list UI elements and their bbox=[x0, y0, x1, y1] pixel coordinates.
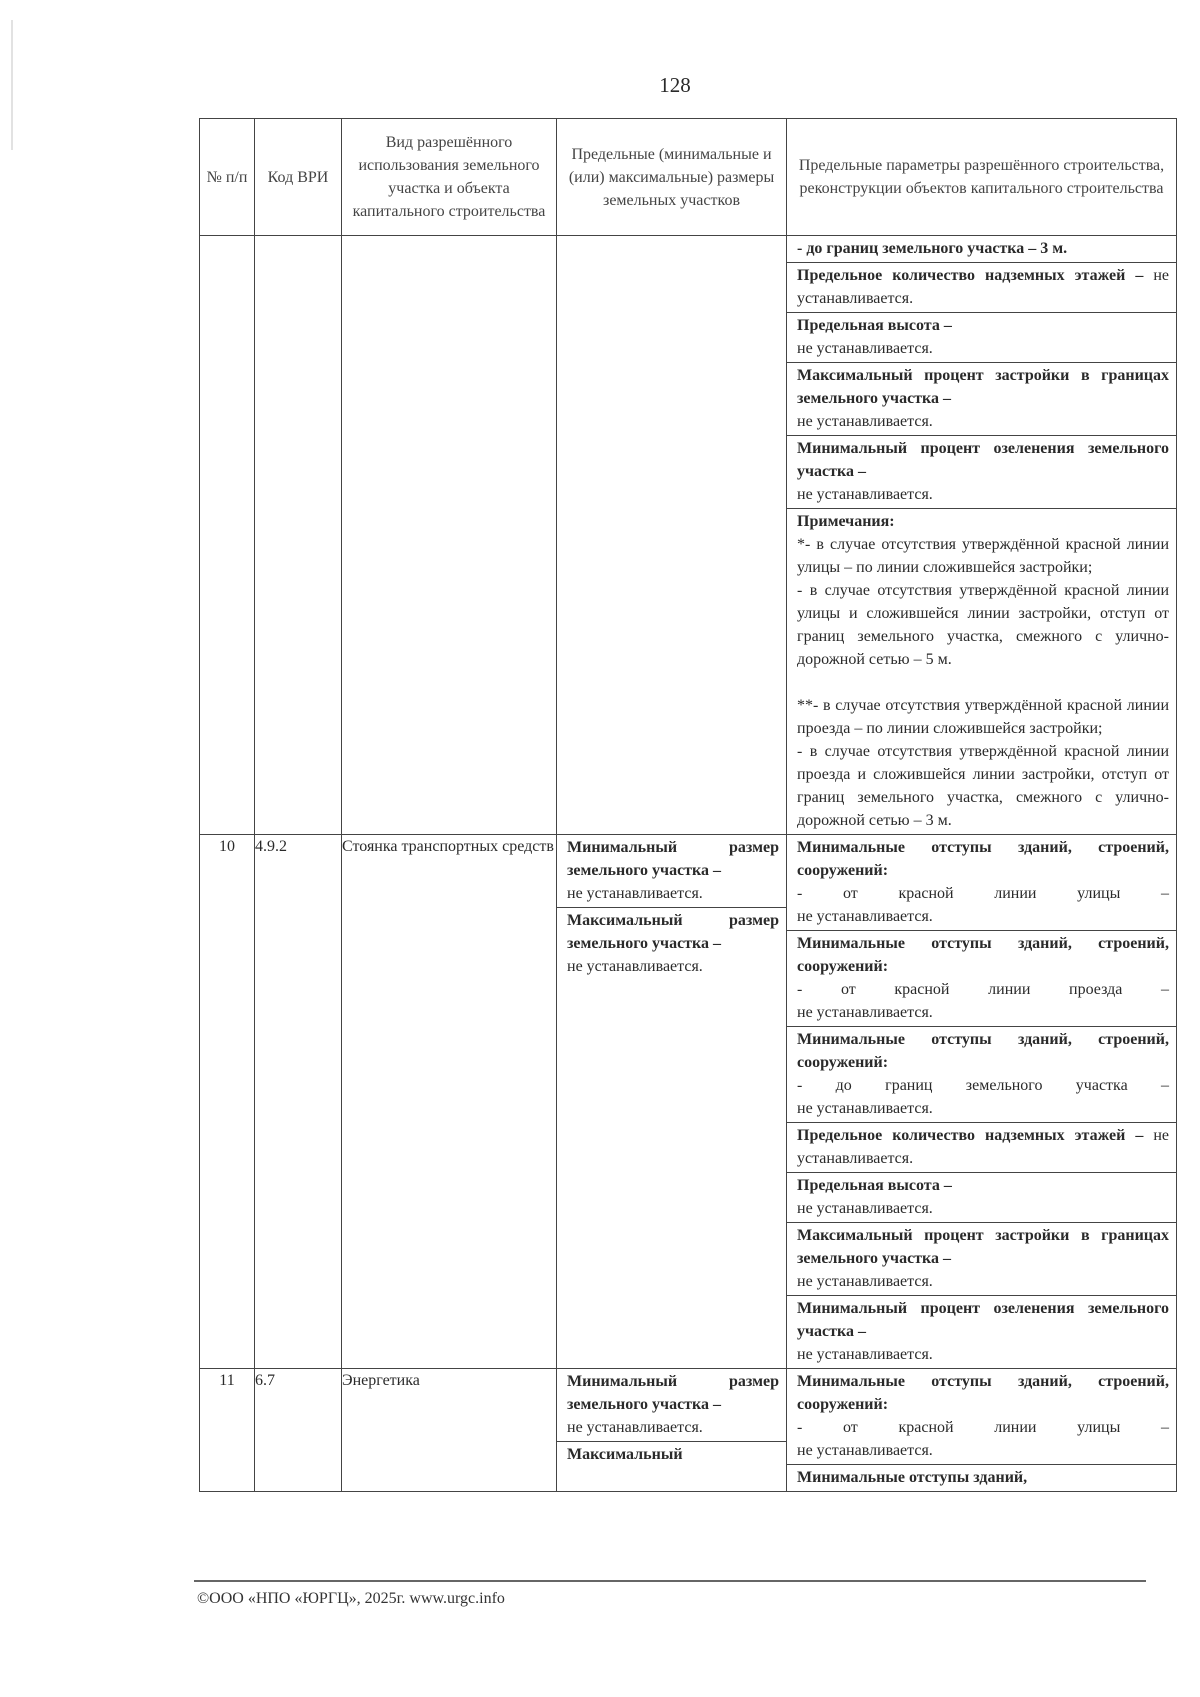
max-size: Максимальный размер земельного участка – не устанавливается. bbox=[557, 908, 786, 981]
param-height: Предельная высота – не устанавливается. bbox=[787, 1173, 1176, 1223]
min-size: Минимальный размер земельного участка – не устанавливается. bbox=[567, 839, 779, 902]
header-sizes: Предельные (минимальные и (или) максимальные) размеры земельных участков bbox=[557, 119, 787, 236]
param-setback-street: Минимальные отступы зданий, строений, сооружений: - от красной линии улицы – не устанавливается. bbox=[797, 839, 1169, 925]
notes-title: Примечания: bbox=[797, 513, 895, 530]
param-setback-street: Минимальные отступы зданий, строений, сооружений: - от красной линии улицы – не устанавливается. bbox=[797, 1373, 1169, 1459]
table-row-continued bbox=[200, 236, 1177, 835]
table-row-11 bbox=[200, 1369, 1177, 1492]
header-params: Предельные параметры разрешённого строительства, реконструкции объектов капитального строительства bbox=[787, 119, 1177, 236]
cell-code: 6.7 bbox=[255, 1369, 342, 1492]
header-vri: Вид разрешённого использования земельного участка и объекта капитального строительства bbox=[342, 119, 557, 236]
note-4: - в случае отсутствия утверждённой красной линии проезда и сложившейся линии застройки, отступ от границ земельного участка, смежного с улично-дорожной сетью – 3 м. bbox=[797, 743, 1169, 829]
cell-no: 11 bbox=[200, 1369, 255, 1492]
cell-code: 4.9.2 bbox=[255, 835, 342, 1369]
regulations-table bbox=[199, 118, 1177, 1492]
header-code: Код ВРИ bbox=[255, 119, 342, 236]
cell-sizes bbox=[557, 835, 787, 1369]
param-setback-passage: Минимальные отступы зданий, строений, сооружений: - от красной линии проезда – не устанавливается. bbox=[787, 931, 1176, 1027]
param-setback-border: Минимальные отступы зданий, строений, сооружений: - до границ земельного участка – не устанавливается. bbox=[787, 1027, 1176, 1123]
param-height: Предельная высота – не устанавливается. bbox=[787, 313, 1176, 363]
param-build-percent: Максимальный процент застройки в границах земельного участка – не устанавливается. bbox=[787, 1223, 1176, 1296]
header-no: № п/п bbox=[200, 119, 255, 236]
footer-copyright: ©ООО «НПО «ЮРГЦ», 2025г. www.urgc.info bbox=[197, 1590, 505, 1607]
cell-sizes bbox=[557, 1369, 787, 1492]
note-3: **- в случае отсутствия утверждённой красной линии проезда – по линии сложившейся застройки; bbox=[797, 697, 1169, 737]
param-setback-next: Минимальные отступы зданий, bbox=[787, 1465, 1176, 1492]
table-row-10 bbox=[200, 835, 1177, 1369]
param-build-percent: Максимальный процент застройки в границах земельного участка – не устанавливается. bbox=[787, 363, 1176, 436]
max-size: Максимальный bbox=[557, 1442, 786, 1469]
cell-sizes bbox=[557, 236, 787, 835]
cell-no bbox=[200, 236, 255, 835]
page-number: 128 bbox=[659, 73, 691, 97]
min-size: Минимальный размер земельного участка – не устанавливается. bbox=[567, 1373, 779, 1436]
cell-code bbox=[255, 236, 342, 835]
cell-no: 10 bbox=[200, 835, 255, 1369]
table-header-row bbox=[200, 119, 1177, 236]
param-floors: Предельное количество надземных этажей – не устанавливается. bbox=[787, 1123, 1176, 1173]
note-1: *- в случае отсутствия утверждённой красной линии улицы – по линии сложившейся застройки; bbox=[797, 536, 1169, 576]
cell-vri bbox=[342, 236, 557, 835]
param-notes bbox=[787, 509, 1176, 835]
cell-vri: Стоянка транспортных средств bbox=[342, 835, 557, 1369]
param-floors: Предельное количество надземных этажей – не устанавливается. bbox=[787, 263, 1176, 313]
cell-params bbox=[787, 1369, 1177, 1492]
param-green-percent: Минимальный процент озеленения земельного участка – не устанавливается. bbox=[787, 436, 1176, 509]
cell-params bbox=[787, 236, 1177, 835]
note-2: - в случае отсутствия утверждённой красной линии улицы и сложившейся линии застройки, отступ от границ земельного участка, смежного с улично-дорожной сетью – 5 м. bbox=[797, 582, 1169, 668]
param-green-percent: Минимальный процент озеленения земельного участка – не устанавливается. bbox=[787, 1296, 1176, 1369]
param-setback: - до границ земельного участка – 3 м. bbox=[797, 240, 1068, 257]
cell-params bbox=[787, 835, 1177, 1369]
footer-rule bbox=[194, 1580, 1146, 1582]
cell-vri: Энергетика bbox=[342, 1369, 557, 1492]
